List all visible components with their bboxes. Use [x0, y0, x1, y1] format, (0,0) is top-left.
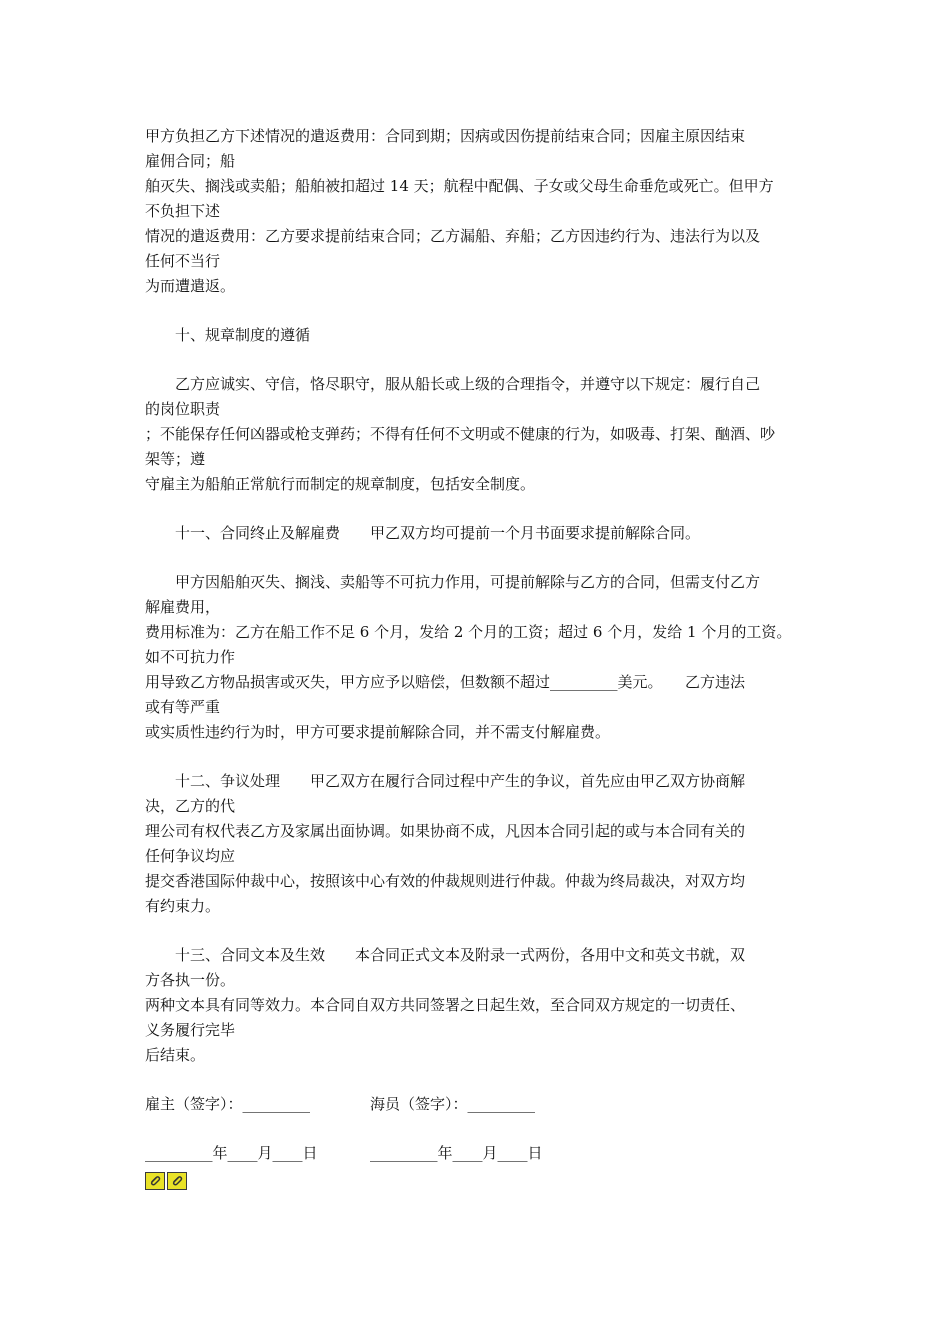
- paragraph-line: 提交香港国际仲裁中心，按照该中心有效的仲裁规则进行仲裁。仲裁为终局裁决，对双方均: [145, 872, 746, 890]
- paragraph-line: 甲方负担乙方下述情况的遣返费用：合同到期；因病或因伤提前结束合同；因雇主原因结束: [145, 127, 746, 145]
- section-heading: 十一、合同终止及解雇费 甲乙双方均可提前一个月书面要求提前解除合同。: [175, 524, 701, 542]
- paragraph-line: 用导致乙方物品损害或灭失，甲方应予以赔偿，但数额不超过_________美元。 乙方违法: [145, 673, 746, 691]
- paragraph-line: 义务履行完毕: [145, 1021, 236, 1039]
- paragraph-line: 费用标准为：乙方在船工作不足 6 个月，发给 2 个月的工资；超过 6 个月，发给 1 个月的工资。: [145, 623, 792, 641]
- paragraph-line: 的岗位职责: [145, 400, 221, 418]
- seaman-signature: 海员（签字）：_________: [370, 1095, 536, 1113]
- section-heading: 十、规章制度的遵循: [175, 326, 311, 344]
- paper-clip-icon[interactable]: [167, 1172, 187, 1190]
- paragraph-line: 甲方因船舶灭失、搁浅、卖船等不可抗力作用，可提前解除与乙方的合同，但需支付乙方: [175, 573, 761, 591]
- section-heading: 十二、争议处理 甲乙双方在履行合同过程中产生的争议，首先应由甲乙双方协商解: [175, 772, 746, 790]
- attachment-icons: [145, 1172, 187, 1190]
- paragraph-line: 两种文本具有同等效力。本合同自双方共同签署之日起生效，至合同双方规定的一切责任、: [145, 996, 746, 1014]
- paragraph-line: 方各执一份。: [145, 971, 236, 989]
- paragraph-line: 架等；遵: [145, 450, 206, 468]
- section-repatriation: [145, 124, 815, 299]
- paragraph-line: 雇佣合同；船: [145, 152, 236, 170]
- paragraph-line: 解雇费用，: [145, 598, 221, 616]
- document-body: [145, 124, 815, 1166]
- section-heading: 十三、合同文本及生效 本合同正式文本及附录一式两份，各用中文和英文书就，双: [175, 946, 746, 964]
- paragraph-line: ；不能保存任何凶器或枪支弹药；不得有任何不文明或不健康的行为，如吸毒、打架、酗酒、吵: [145, 425, 776, 443]
- signature-row: [145, 1092, 815, 1117]
- paragraph-line: 任何争议均应: [145, 847, 236, 865]
- date-row: [145, 1141, 815, 1166]
- paragraph-line: 或有等严重: [145, 698, 221, 716]
- paragraph-line: 有约束力。: [145, 897, 221, 915]
- paragraph-line: 守雇主为船舶正常航行而制定的规章制度，包括安全制度。: [145, 475, 536, 493]
- paragraph-line: 为而遭遣返。: [145, 277, 236, 295]
- paragraph-line: 或实质性违约行为时，甲方可要求提前解除合同，并不需支付解雇费。: [145, 723, 611, 741]
- seaman-date: _________年____月____日: [370, 1144, 543, 1162]
- section-disputes: [145, 769, 815, 919]
- paragraph-line: 情况的遣返费用：乙方要求提前结束合同；乙方漏船、弃船；乙方因违约行为、违法行为以及: [145, 227, 761, 245]
- employer-date: _________年____月____日: [145, 1144, 318, 1162]
- section-text-validity: [145, 943, 815, 1068]
- paragraph-line: 任何不当行: [145, 252, 221, 270]
- section-rules: [145, 323, 815, 497]
- section-termination: [145, 521, 815, 745]
- employer-signature: 雇主（签字）：_________: [145, 1095, 311, 1113]
- paragraph-line: 乙方应诚实、守信，恪尽职守，服从船长或上级的合理指令，并遵守以下规定：履行自己: [175, 375, 761, 393]
- paragraph-line: 后结束。: [145, 1046, 206, 1064]
- paragraph-line: 舶灭失、搁浅或卖船；船舶被扣超过 14 天；航程中配偶、子女或父母生命垂危或死亡。但甲方: [145, 177, 774, 195]
- paper-clip-icon[interactable]: [145, 1172, 165, 1190]
- paragraph-line: 决，乙方的代: [145, 797, 236, 815]
- paragraph-line: 如不可抗力作: [145, 648, 236, 666]
- paragraph-line: 理公司有权代表乙方及家属出面协调。如果协商不成，凡因本合同引起的或与本合同有关的: [145, 822, 746, 840]
- paragraph-line: 不负担下述: [145, 202, 221, 220]
